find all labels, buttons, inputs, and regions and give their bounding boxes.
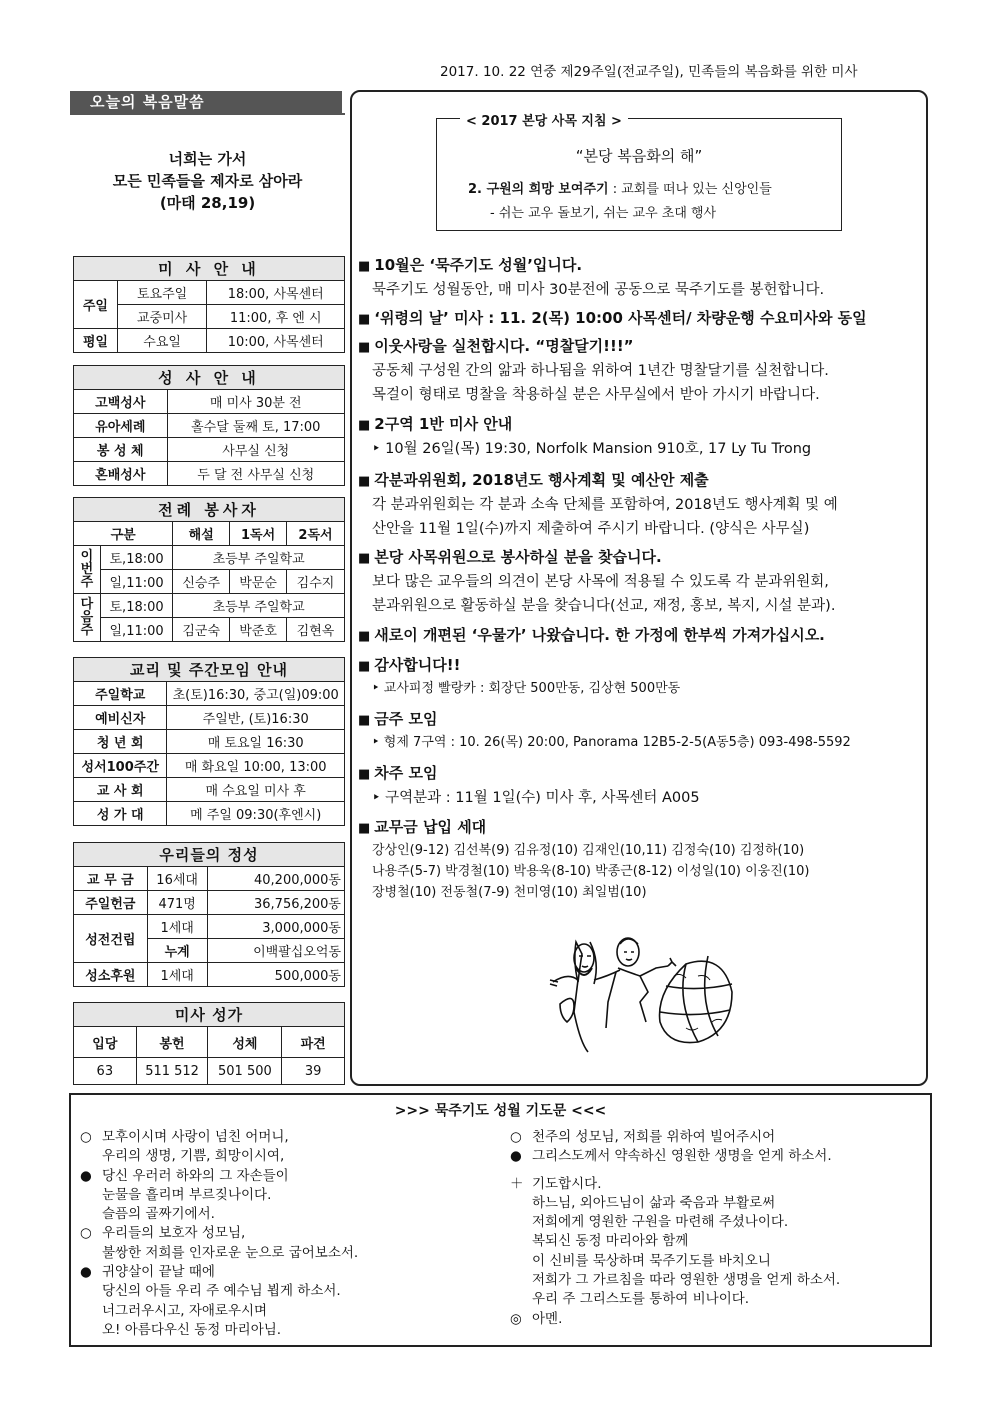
- meeting-name: 예비신자: [74, 706, 167, 730]
- server-reader2: 김수지: [287, 570, 345, 594]
- server-all: 초등부 주일학교: [173, 546, 345, 570]
- prayer-line: 천주의 성모님, 저희를 위하여 빌어주시어: [532, 1129, 776, 1145]
- announcement-item: [358, 307, 924, 331]
- announcement-title: ■ 각분과위원회, 2018년도 행사계획 및 예산안 제출: [358, 469, 924, 493]
- gospel-divider: [70, 113, 345, 115]
- next-week-label-text: 다음주: [80, 597, 94, 638]
- server-reader1: 박문순: [230, 570, 287, 594]
- announcement-body: 나용주(5-7) 박경철(10) 박용욱(8-10) 박종근(8-12) 이성일(10) 이웅진(10): [372, 864, 810, 879]
- hymn-number: 39: [282, 1058, 345, 1085]
- sacrament-value: 사무실 신청: [167, 438, 344, 462]
- prayer-line: 아멘.: [532, 1310, 563, 1327]
- server-commentator: 김군숙: [173, 618, 230, 642]
- prayer-line: 눈물을 흘리며 부르짖나이다.: [102, 1186, 272, 1203]
- policy-theme: “본당 복음화의 해”: [575, 147, 703, 165]
- sacrament-table: [73, 365, 345, 486]
- hymn-number: 63: [74, 1058, 137, 1085]
- sacrament-value: 홀수달 둘째 토, 17:00: [167, 414, 344, 438]
- announcement-title: ■ 이웃사랑을 실천합시다. “명찰달기!!!”: [358, 335, 924, 359]
- announcement-title: ■ ‘위령의 날’ 미사 : 11. 2(목) 10:00 사목센터/ 차량운행 수요미사와 동일: [358, 307, 924, 331]
- prayer-line: 저희에게 영원한 구원을 마련해 주셨나이다.: [532, 1214, 789, 1231]
- sacrament-value: 두 달 전 사무실 신청: [167, 462, 344, 486]
- announcement-title: ■ 10월은 ‘묵주기도 성월’입니다.: [358, 254, 924, 278]
- announcement-item: [358, 762, 924, 810]
- policy-line: [468, 178, 772, 197]
- offering-total: 이백팔십오억동: [207, 939, 344, 963]
- policy-title: < 2017 본당 사목 지침 >: [460, 110, 628, 129]
- sacrament-name: 고백성사: [74, 390, 168, 414]
- sunday-label: 주일: [74, 281, 118, 329]
- prayer-line: 귀양살이 끝날 때에: [102, 1264, 215, 1281]
- announcement-title: ■ 차주 모임: [358, 762, 924, 786]
- announcement-body: 각 분과위원회는 각 분과 소속 단체를 포함하여, 2018년도 행사계획 및 예: [372, 497, 838, 513]
- servers-header: 해설: [173, 522, 230, 546]
- prayer-line: 모후이시며 사랑이 넘친 어머니,: [102, 1129, 289, 1145]
- mass-time: 10:00, 사목센터: [207, 329, 345, 353]
- doctrine-title: 교리 및 주간모임 안내: [74, 658, 345, 682]
- meeting-time: 매 수요일 미사 후: [167, 778, 345, 802]
- announcement-title: ■ 새로이 개편된 ‘우물가’ 나왔습니다. 한 가정에 한부씩 가져가십시오.: [358, 624, 924, 648]
- gospel-section-tag: 오늘의 복음말씀: [70, 91, 342, 113]
- prayer-title: >>> 묵주기도 성월 기도문 <<<: [394, 1103, 607, 1119]
- doctrine-table: [73, 657, 345, 826]
- sacrament-title: 성 사 안 내: [74, 366, 345, 390]
- meeting-time: 주일반, (토)16:30: [167, 706, 345, 730]
- announcement-item: [358, 816, 924, 903]
- hymn-header: 입당: [74, 1027, 137, 1058]
- prayer-line: 저희가 그 가르침을 따라 영원한 생명을 얻게 하소서.: [532, 1272, 841, 1289]
- prayer-line: 당신 우러러 하와의 그 자손들이: [102, 1167, 289, 1184]
- prayer-line: 슬픔의 골짜기에서.: [102, 1206, 215, 1223]
- prayer-right-column: [510, 1128, 840, 1329]
- announcement-body: 산안을 11월 1일(수)까지 제출하여 주시기 바랍니다. (양식은 사무실): [372, 521, 810, 537]
- prayer-line: 기도합시다.: [532, 1175, 602, 1192]
- offering-name: 주일헌금: [74, 891, 148, 915]
- hymn-header: 파견: [282, 1027, 345, 1058]
- prayer-mark: ◎: [510, 1310, 522, 1327]
- server-commentator: 신승주: [173, 570, 230, 594]
- policy-line-rest: : 교회를 떠나 있는 신앙인들: [608, 182, 772, 197]
- offering-count: 1세대: [147, 963, 207, 987]
- gospel-verse: [70, 148, 345, 214]
- prayer-line: 복되신 동정 마리아와 함께: [532, 1233, 689, 1250]
- announcement-title: ■ 감사합니다!!: [358, 654, 924, 678]
- sacrament-value: 매 미사 30분 전: [167, 390, 344, 414]
- prayer-mark: ●: [80, 1167, 92, 1184]
- policy-line: - 쉬는 교우 돌보기, 쉬는 교우 초대 행사: [490, 206, 717, 221]
- sacrament-name: 유아세례: [74, 414, 168, 438]
- prayer-mark: ●: [80, 1264, 92, 1281]
- offering-amount: 500,000동: [207, 963, 344, 987]
- policy-line-bold: 2. 구원의 희망 보여주기: [468, 182, 609, 197]
- announcement-item: [358, 708, 924, 753]
- meeting-time: 초(토)16:30, 중고(일)09:00: [167, 682, 345, 706]
- sacrament-name: 혼배성사: [74, 462, 168, 486]
- hymn-number: 511 512: [136, 1058, 208, 1085]
- server-time: 토,18:00: [100, 546, 172, 570]
- offering-amount: 36,756,200동: [207, 891, 344, 915]
- prayer-line: 이 신비를 묵상하며 묵주기도를 바치오니: [532, 1252, 771, 1269]
- offering-amount: 40,200,000동: [207, 867, 344, 891]
- prayer-line: 너그러우시고, 자애로우시며: [102, 1302, 268, 1319]
- mass-name: 토요주일: [117, 281, 207, 305]
- meeting-name: 성 가 대: [74, 802, 167, 826]
- meeting-name: 주일학교: [74, 682, 167, 706]
- meeting-time: 메 주일 09:30(후엔시): [167, 802, 345, 826]
- announcement-title: ■ 본당 사목위원으로 봉사하실 분을 찾습니다.: [358, 546, 924, 570]
- server-time: 일,11:00: [100, 618, 172, 642]
- announcement-body: ‣ 10월 26일(목) 19:30, Norfolk Mansion 910호, 17 Ly Tu Trong: [372, 441, 812, 457]
- prayer-left-column: [80, 1128, 358, 1340]
- servers-header: 1독서: [230, 522, 287, 546]
- announcement-title: ■ 금주 모임: [358, 708, 924, 732]
- announcement-item: [358, 469, 924, 541]
- servers-header: 구분: [74, 522, 173, 546]
- server-time: 일,11:00: [100, 570, 172, 594]
- announcement-item: [358, 654, 924, 699]
- meeting-time: 매 토요일 16:30: [167, 730, 345, 754]
- offering-name: 교 무 금: [74, 867, 148, 891]
- hymns-table: [73, 1002, 345, 1085]
- server-all: 초등부 주일학교: [173, 594, 345, 618]
- meeting-name: 성서100주간: [74, 754, 167, 778]
- servers-header: 2독서: [287, 522, 345, 546]
- prayer-mark: ○: [80, 1129, 92, 1145]
- announcement-body: 묵주기도 성월동안, 매 미사 30분전에 공동으로 묵주기도를 봉헌합니다.: [372, 282, 825, 298]
- prayer-line: 하느님, 외아드님이 삶과 죽음과 부활로써: [532, 1194, 776, 1211]
- this-week-label: [74, 546, 101, 594]
- prayer-line: 당신의 아들 우리 주 예수님 뵙게 하소서.: [102, 1283, 341, 1300]
- this-week-label-text: 이번주: [80, 549, 94, 590]
- announcement-body: 장병철(10) 전동철(7-9) 천미영(10) 최일범(10): [372, 885, 647, 900]
- next-week-label: [74, 594, 101, 642]
- announcement-title: ■ 교무금 납입 세대: [358, 816, 924, 840]
- announcement-item: [358, 546, 924, 618]
- prayer-mark: ＋: [510, 1175, 524, 1192]
- hymns-title: 미사 성가: [74, 1003, 345, 1027]
- prayer-mark: ○: [80, 1225, 92, 1242]
- announcement-item: [358, 254, 924, 302]
- offerings-title: 우리들의 정성: [74, 843, 345, 867]
- announcement-body: 목걸이 형태로 명찰을 착용하실 분은 사무실에서 받아 가시기 바랍니다.: [372, 387, 820, 403]
- offering-count: 16세대: [147, 867, 207, 891]
- offering-name: 성소후원: [74, 963, 148, 987]
- mass-name: 수요일: [117, 329, 207, 353]
- server-reader1: 박준호: [230, 618, 287, 642]
- gospel-reference: (마태 28,19): [159, 194, 256, 212]
- mass-time: 11:00, 후 엔 시: [207, 305, 345, 329]
- announcement-body: 보다 많은 교우들의 의견이 본당 사목에 적용될 수 있도록 각 분과위원회,: [372, 574, 829, 590]
- mass-time: 18:00, 사목센터: [207, 281, 345, 305]
- offering-count: 1세대: [147, 915, 207, 939]
- offering-amount: 3,000,000동: [207, 915, 344, 939]
- offering-total-label: 누계: [147, 939, 207, 963]
- servers-title: 전례 봉사자: [74, 498, 345, 522]
- hymn-header: 성체: [208, 1027, 282, 1058]
- gospel-line: 모든 민족들을 제자로 삼아라: [112, 172, 303, 190]
- prayer-line: 불쌍한 저희를 인자로운 눈으로 굽어보소서.: [102, 1244, 359, 1261]
- offerings-table: [73, 842, 345, 987]
- announcement-body: ‣ 형제 7구역 : 10. 26(목) 20:00, Panorama 12B5-2-5(A동5층) 093-498-5592: [372, 735, 851, 750]
- offering-name: 성전건립: [74, 915, 148, 963]
- jesus-embracing-world-illustration: [548, 932, 733, 1057]
- liturgy-servers-table: [73, 497, 345, 642]
- hymn-header: 봉헌: [136, 1027, 208, 1058]
- gospel-line: 너희는 가서: [168, 150, 247, 168]
- meeting-name: 청 년 회: [74, 730, 167, 754]
- announcement-body: ‣ 구역분과 : 11월 1일(수) 미사 후, 사목센터 A005: [372, 790, 700, 806]
- weekday-label: 평일: [74, 329, 118, 353]
- hymn-number: 501 500: [208, 1058, 282, 1085]
- mass-name: 교중미사: [117, 305, 207, 329]
- prayer-mark: ○: [510, 1129, 522, 1145]
- announcement-title: ■ 2구역 1반 미사 안내: [358, 413, 924, 437]
- announcement-body: 분과위원으로 활동하실 분을 찾습니다(선교, 재정, 홍보, 복지, 시설 분과).: [372, 598, 836, 614]
- announcement-item: [358, 624, 924, 648]
- announcement-body: 공동체 구성원 간의 앎과 하나됨을 위하여 1년간 명찰달기를 실천합니다.: [372, 363, 829, 379]
- announcement-body: 강상인(9-12) 김선복(9) 김유정(10) 김재인(10,11) 김정숙(10) 김정하(10): [372, 843, 805, 858]
- prayer-line: 우리 주 그리스도를 통하여 비나이다.: [532, 1291, 750, 1308]
- announcement-item: [358, 335, 924, 407]
- prayer-line: 그리스도께서 약속하신 영원한 생명을 얻게 하소서.: [532, 1148, 832, 1165]
- server-reader2: 김현옥: [287, 618, 345, 642]
- announcement-item: [358, 413, 924, 461]
- offering-count: 471명: [147, 891, 207, 915]
- parish-info-table: [73, 256, 345, 353]
- announcement-body: ‣ 교사피정 빨랑카 : 회장단 500만동, 김상현 500만동: [372, 681, 681, 696]
- prayer-line: 우리의 생명, 기쁨, 희망이시여,: [102, 1148, 285, 1165]
- server-time: 토,18:00: [100, 594, 172, 618]
- prayer-mark: ●: [510, 1148, 522, 1165]
- prayer-line: 오! 아름다우신 동정 마리아님.: [102, 1321, 282, 1338]
- mass-info-title: 미 사 안 내: [74, 257, 345, 281]
- prayer-line: 우리들의 보호자 성모님,: [102, 1225, 246, 1242]
- meeting-name: 교 사 회: [74, 778, 167, 802]
- sacrament-name: 봉 성 체: [74, 438, 168, 462]
- meeting-time: 매 화요일 10:00, 13:00: [167, 754, 345, 778]
- bulletin-date-header: 2017. 10. 22 연중 제29주일(전교주일), 민족들의 복음화를 위한 미사: [440, 64, 858, 80]
